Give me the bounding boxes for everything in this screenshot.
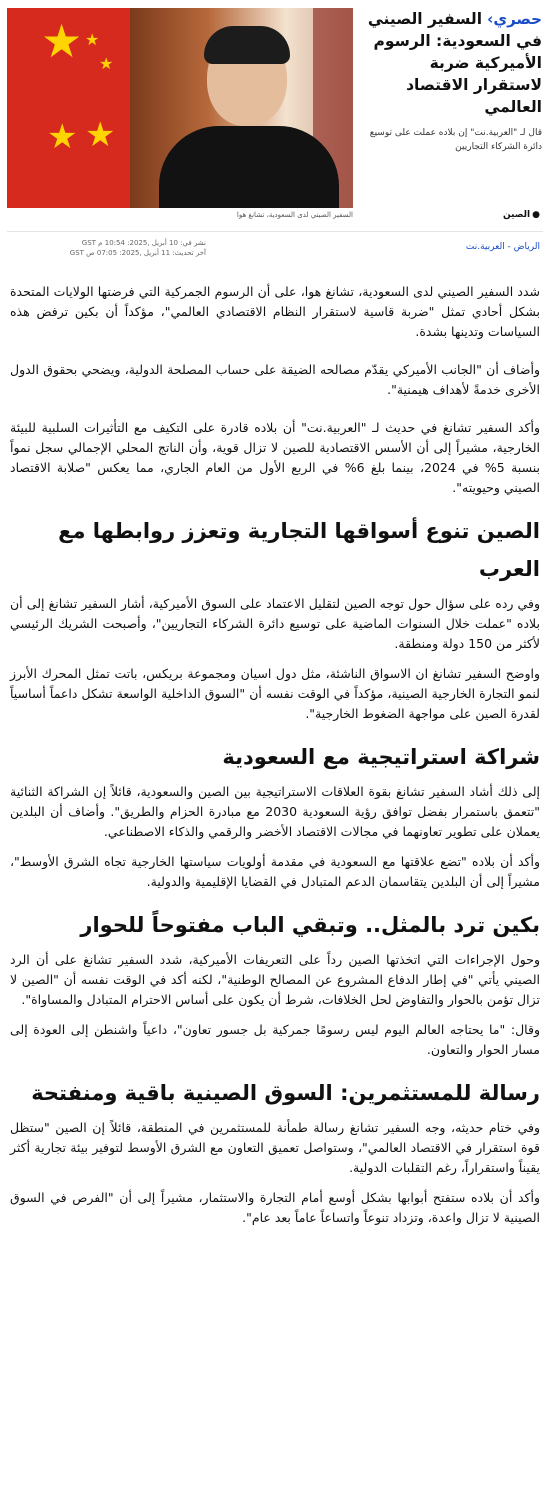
article-summary: قال لـ "العربية.نت" إن بلاده عملت على توسيع دائرة الشركاء التجاريين (369, 128, 542, 152)
hero-photo (7, 8, 353, 208)
section-heading: بكين ترد بالمثل.. وتبقي الباب مفتوحاً للحوار (80, 913, 540, 937)
paragraph: وفي رده على سؤال حول توجه الصين لتقليل الاعتماد على السوق الأميركية، أشار السفير تشانغ إلى أن بلاده "عملت خلال السنوات الماضية على توسيع دائرة الشركاء التجاريين"، وأصبحت الشريك الرئيسي لأكثر من 150 دولة ومنطقة. (10, 596, 540, 651)
headline-block (358, 8, 542, 154)
location-pin-icon: ● (532, 210, 540, 220)
star-icon: ★ (85, 30, 100, 49)
paragraph: وأكد السفير تشانغ في حديث لـ "العربية.نت" أن بلاده قادرة على التكيف مع التأثيرات السلبية للبيئة الخارجية، مشيراً إلى أن الأسس الاقتصادية للصين لا تزال قوية، وأن الناتج المحلي الإجمالي سجل نمواً بنسبة 5% في 2024، بينما بلغ 6% في الربع الأول من العام الجاري، مما يعكس "صلابة الاقتصاد الصيني وحيويته". (10, 420, 540, 495)
section-heading: شراكة استراتيجية مع السعودية (222, 745, 540, 769)
section-heading: الصين تنوع أسواقها التجارية وتعزز روابطها مع العرب (58, 519, 540, 581)
source-link[interactable]: الرياض - العربية.نت (465, 242, 540, 252)
article-dates (6, 238, 206, 258)
paragraph: وأكد أن بلاده "تضع علاقتها مع السعودية في مقدمة أولويات سياستها الخارجية تجاه الشرق الأوسط"، مشيراً إلى أن البلدين يتقاسمان الدعم المتبادل في القضايا الإقليمية والدولية. (10, 854, 540, 889)
article-meta (0, 238, 550, 262)
section-heading: رسالة للمستثمرين: السوق الصينية باقية ومنفتحة (31, 1081, 540, 1105)
exclusive-link[interactable]: حصري› (487, 10, 542, 28)
paragraph: شدد السفير الصيني لدى السعودية، تشانغ هوا، على أن الرسوم الجمركية التي فرضتها الولايات المتحدة بشكل أحادي تمثل "ضربة قاسية لاستقرار النظام الاقتصادي العالمي"، مؤكداً أن بكين ترفض هذه السياسات وتدينها بشدة. (10, 284, 540, 339)
topic-tag-label: الصين (503, 210, 531, 220)
ambassador-figure (159, 126, 339, 208)
paragraph: واوضح السفير تشانغ ان الاسواق الناشئة، مثل دول اسيان ومجموعة بريكس، باتت تمثل المحرك الأبرز لنمو التجارة الخارجية الصينية، مؤكداً في الوقت نفسه أن "السوق الداخلية الواسعة تشكل داعماً أساسياً لقدرة الصين على مواجهة الضغوط الخارجية". (10, 666, 540, 721)
published-date: نشر في: 10 أبريل ,2025: 10:54 م GST (81, 239, 206, 247)
star-icon: ★ (41, 14, 83, 68)
paragraph: وحول الإجراءات التي اتخذتها الصين رداً على التعريفات الأميركية، شدد السفير تشانغ على أن الرد الصيني يأتي "في إطار الدفاع المشروع عن المصالح الوطنية"، لكنه أكد في الوقت نفسه أن "الصين لا تزال تؤمن بالحوار والتفاوض لحل الخلافات، شرط أن يكون على أساس الاحترام المتبادل والمساواة". (10, 952, 540, 1007)
topic-tag[interactable] (503, 210, 540, 220)
china-flag (7, 8, 130, 208)
divider (7, 231, 543, 232)
paragraph: وأضاف أن "الجانب الأميركي يقدّم مصالحه الضيقة على حساب المصلحة الدولية، ويضحي بحقوق الدول الأخرى خدمةً لأهداف هيمنية". (10, 362, 540, 397)
paragraph: وفي ختام حديثه، وجه السفير تشانغ رسالة طمأنة للمستثمرين في المنطقة، قائلاً إن الصين "ستظل قوة استقرار في الاقتصاد العالمي"، وستواصل تعميق التعاون مع الشرق الأوسط لتوفير بيئة تجارية أكثر يقيناً واستقراراً، رغم التقلبات الدولية. (10, 1120, 540, 1175)
article-body (0, 282, 550, 1228)
star-icon: ★ (99, 54, 114, 73)
paragraph: وأكد أن بلاده ستفتح أبوابها بشكل أوسع أمام التجارة والاستثمار، مشيراً إلى أن "الفرص في السوق الصينية لا تزال واعدة، وتزداد تنوعاً واتساعاً عاماً بعد عام". (10, 1190, 540, 1225)
updated-date: آخر تحديث: 11 أبريل ,2025: 07:05 ص GST (69, 249, 206, 257)
photo-caption: السفير الصيني لدى السعودية، تشانغ هوا (236, 211, 353, 219)
article-headline: السفير الصيني في السعودية: الرسوم الأميركية ضربة لاستقرار الاقتصاد العالمي (367, 10, 542, 116)
paragraph: إلى ذلك أشاد السفير تشانغ بقوة العلاقات الاستراتيجية بين الصين والسعودية، قائلاً إن الشراكة الثنائية "تتعمق باستمرار بفضل توافق رؤية السعودية 2030 مع مبادرة الحزام والطريق". وأضاف أن البلدين يعملان على تطوير تعاونهما في مجالات الاقتصاد الأخضر والرقمي والذكاء الاصطناعي. (10, 784, 540, 839)
star-icon: ★ (85, 115, 116, 155)
star-icon: ★ (47, 117, 78, 157)
paragraph: وقال: "ما يحتاجه العالم اليوم ليس رسومًا جمركية بل جسور تعاون"، داعياً واشنطن إلى العودة إلى مسار الحوار والتعاون. (10, 1022, 540, 1057)
article-header (0, 0, 550, 222)
